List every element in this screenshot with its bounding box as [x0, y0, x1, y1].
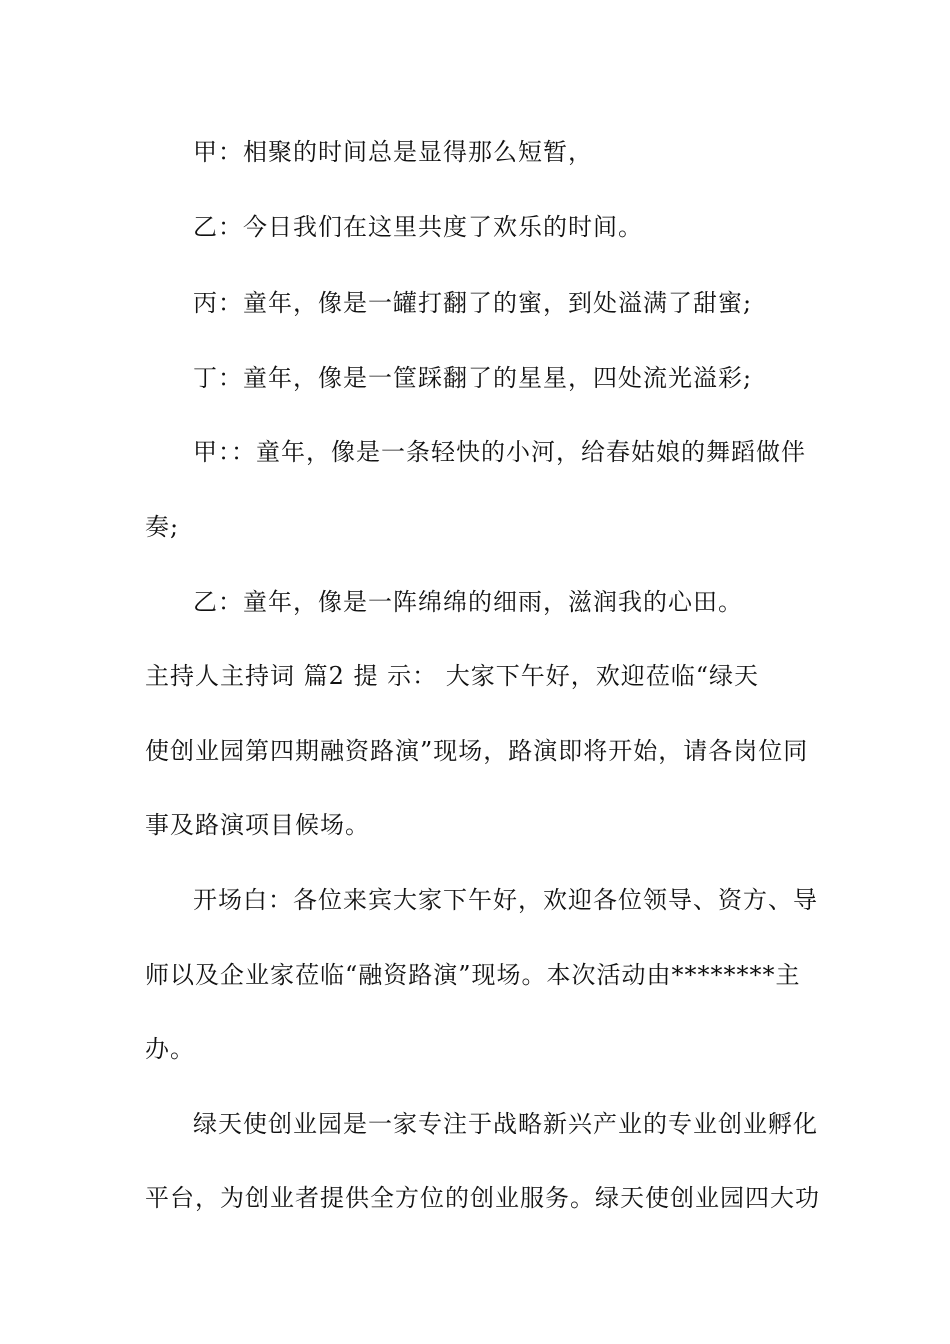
section-heading-line: 主持人主持词 篇2 提 示： 大家下午好，欢迎莅临“绿天	[145, 662, 760, 690]
opening-line-2: 师以及企业家莅临“融资路演”现场。本次活动由********主	[145, 961, 801, 989]
prompt-line-2: 使创业园第四期融资路演”现场，路演即将开始，请各岗位同	[145, 737, 809, 765]
opening-line-3: 办。	[145, 1035, 195, 1063]
dialogue-line-ding: 丁：童年，像是一筐踩翻了的星星，四处流光溢彩;	[193, 364, 753, 392]
intro-line-1: 绿天使创业园是一家专注于战略新兴产业的专业创业孵化	[193, 1110, 818, 1138]
dialogue-line-jia-2: 甲：：童年，像是一条轻快的小河，给春姑娘的舞蹈做伴	[193, 438, 806, 466]
dialogue-line-jia-2-continued: 奏;	[145, 513, 180, 541]
opening-line-1: 开场白：各位来宾大家下午好，欢迎各位领导、资方、导	[193, 886, 818, 914]
prompt-line-3: 事及路演项目候场。	[145, 811, 370, 839]
dialogue-line-yi-2: 乙：童年，像是一阵绵绵的细雨，滋润我的心田。	[193, 588, 743, 616]
dialogue-line-jia-1: 甲：相聚的时间总是显得那么短暂，	[193, 138, 593, 166]
intro-line-2: 平台，为创业者提供全方位的创业服务。绿天使创业园四大功	[145, 1184, 820, 1212]
dialogue-line-bing: 丙：童年，像是一罐打翻了的蜜，到处溢满了甜蜜;	[193, 289, 753, 317]
dialogue-line-yi-1: 乙：今日我们在这里共度了欢乐的时间。	[193, 213, 643, 241]
